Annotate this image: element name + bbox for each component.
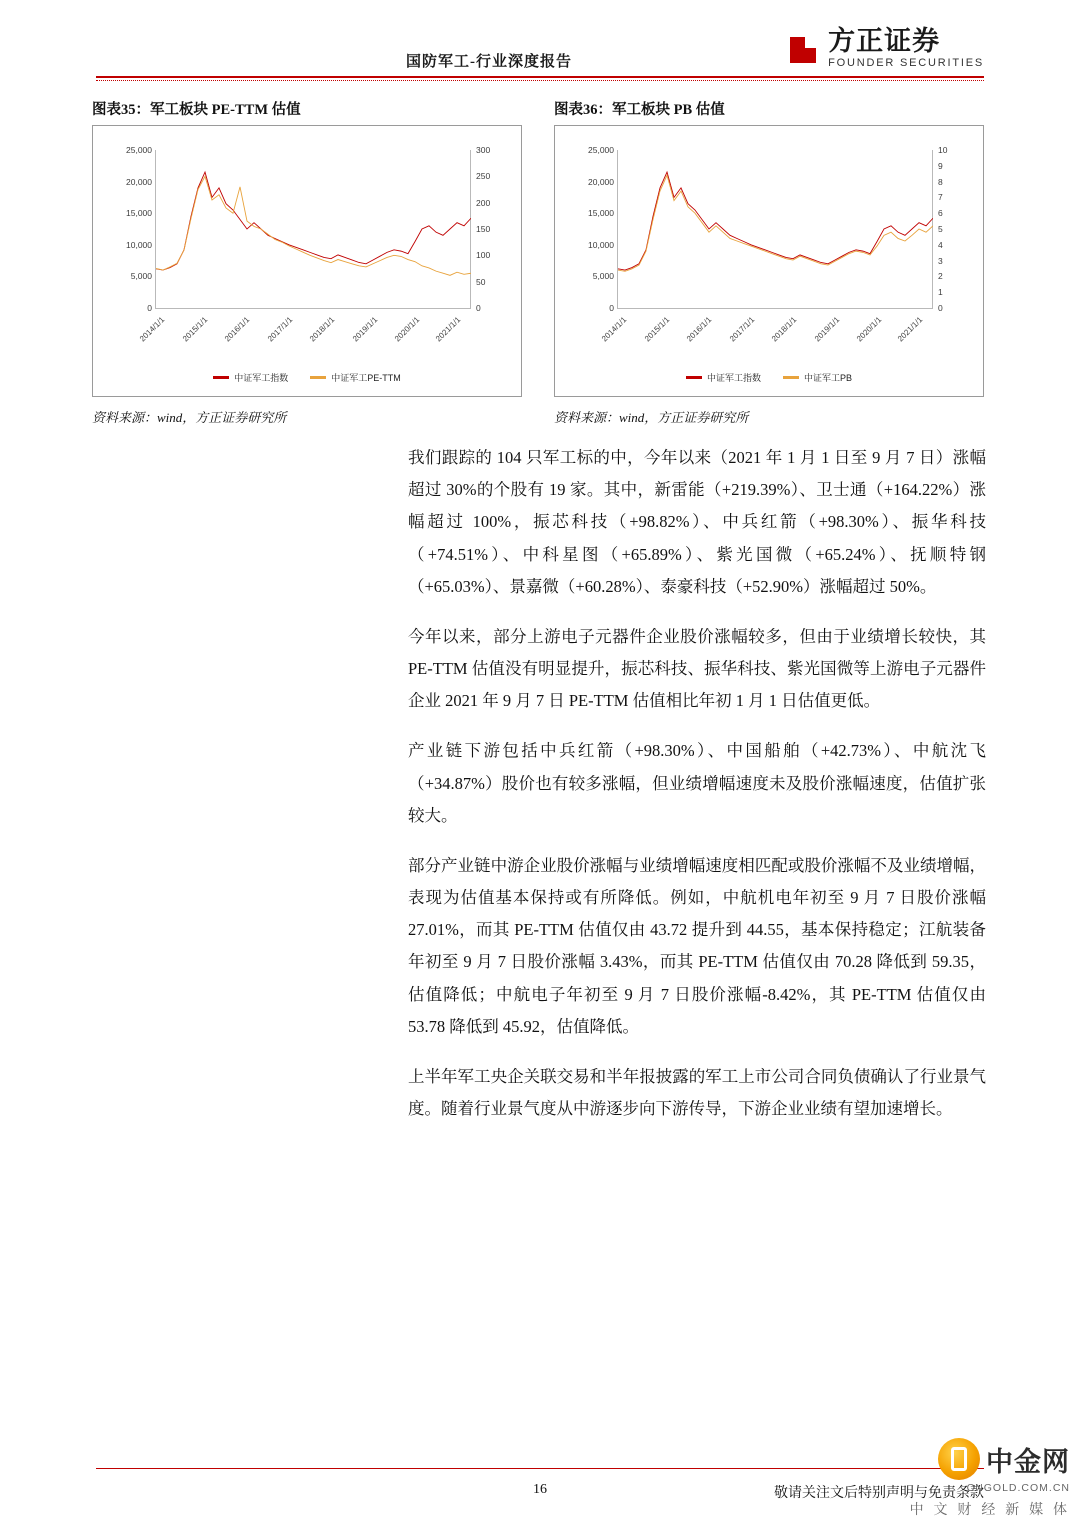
chart-36-xtick: 2016/1/1 xyxy=(685,315,714,344)
chart-35-xtick: 2020/1/1 xyxy=(393,315,422,344)
chart-35-ytick-right: 250 xyxy=(476,171,491,182)
chart-36-ytick-right: 1 xyxy=(938,287,943,298)
chart-36-xtick: 2017/1/1 xyxy=(727,315,757,344)
chart-35-xtick: 2016/1/1 xyxy=(223,315,252,344)
chart-36-xtick: 2014/1/1 xyxy=(600,315,629,344)
footer-divider xyxy=(96,1468,984,1469)
paragraph: 产业链下游包括中兵红箭（+98.30%）、中国船舶（+42.73%）、中航沈飞（+34.87%）股价也有较多涨幅，但业绩增幅速度未及股价涨幅速度，估值扩张较大。 xyxy=(408,741,986,825)
chart-36-ytick: 20,000 xyxy=(588,176,614,187)
legend-item xyxy=(310,371,401,384)
chart-36-plot-area xyxy=(588,145,948,344)
chart-35-ytick-right: 100 xyxy=(476,250,491,261)
figure-36-chart xyxy=(554,125,984,397)
chart-36-xtick: 2018/1/1 xyxy=(770,315,799,344)
watermark-tagline: 中 文 财 经 新 媒 体 xyxy=(909,1501,1070,1517)
legend-label: 中证军工指数 xyxy=(234,373,289,383)
chart-35-ytick: 0 xyxy=(147,303,152,313)
figure-36-caption: 图表36：军工板块 PB 估值 xyxy=(554,102,725,118)
watermark-site-name: 中金网 xyxy=(986,1446,1070,1477)
chart-35-legend xyxy=(93,371,521,384)
chart-35-xtick: 2015/1/1 xyxy=(180,315,210,344)
legend-item xyxy=(213,371,288,384)
figure-35-chart xyxy=(92,125,522,397)
chart-35-ytick-right: 150 xyxy=(476,224,491,234)
chart-35-ytick-right: 200 xyxy=(476,197,491,208)
figure-35-caption: 图表35：军工板块 PE-TTM 估值 xyxy=(92,102,301,118)
figure-35 xyxy=(92,98,522,426)
chart-36-legend xyxy=(555,371,983,384)
chart-36-ytick: 25,000 xyxy=(588,145,614,155)
report-header-title: 国防军工-行业深度报告 xyxy=(406,54,572,70)
paragraph: 我们跟踪的 104 只军工标的中，今年以来（2021 年 1 月 1 日至 9 月 7 日）涨幅超过 30%的个股有 19 家。其中，新雷能（+219.39%）、卫士通（+164.22%）涨幅超过 100%，振芯科技（+98.82%）、中兵红箭（+98.30%）、振华科技（+74.51%）、中科星图（+65.89%）、紫光国微（+65.24%）、抚顺特钢（+65.03%）、景嘉微（+60.28%）、泰豪科技（+52.90%）涨幅超过 50%。 xyxy=(408,448,986,596)
founder-logo-icon xyxy=(790,35,820,65)
chart-36-ytick-right: 0 xyxy=(938,303,943,313)
chart-35-ytick: 25,000 xyxy=(126,145,152,155)
chart-36-ytick: 0 xyxy=(609,303,614,313)
figure-36-source: 资料来源：wind，方正证券研究所 xyxy=(554,410,749,425)
chart-35-ytick-right: 0 xyxy=(476,303,481,313)
brand-logo xyxy=(790,28,984,69)
chart-36-ytick-right: 9 xyxy=(938,160,943,171)
chart-35-ytick: 10,000 xyxy=(126,239,152,250)
chart-36-ytick-right: 8 xyxy=(938,176,943,187)
chart-36-ytick-right: 4 xyxy=(938,239,943,250)
chart-35-xtick: 2014/1/1 xyxy=(138,315,167,344)
page-number: 16 xyxy=(533,1482,547,1497)
chart-36-ytick-right: 3 xyxy=(938,255,943,266)
watermark xyxy=(860,1438,1070,1519)
watermark-logo-icon xyxy=(938,1438,980,1480)
chart-36-ytick: 5,000 xyxy=(592,271,614,282)
chart-36-xtick: 2020/1/1 xyxy=(855,315,884,344)
figure-36 xyxy=(554,98,984,426)
chart-35-series xyxy=(156,150,471,308)
paragraph: 今年以来，部分上游电子元器件企业股价涨幅较多，但由于业绩增长较快，其 PE-TTM 估值没有明显提升，振芯科技、振华科技、紫光国微等上游电子元器件企业 2021 年 9 月 7 日 PE-TTM 估值相比年初 1 月 1 日估值更低。 xyxy=(408,626,986,711)
chart-35-xtick: 2021/1/1 xyxy=(434,315,463,344)
chart-36-ytick-right: 2 xyxy=(938,271,943,282)
legend-label: 中证军工PB xyxy=(804,373,853,383)
chart-35-ytick-right: 50 xyxy=(476,276,486,287)
body-text-column xyxy=(408,442,986,1143)
chart-36-series xyxy=(618,150,933,308)
chart-35-ytick: 15,000 xyxy=(126,208,152,219)
figure-35-source: 资料来源：wind，方正证券研究所 xyxy=(92,410,287,425)
chart-36-xtick: 2021/1/1 xyxy=(896,315,925,344)
footer-disclaimer: 敬请关注文后特别声明与免责条款 xyxy=(774,1486,984,1501)
chart-35-ytick: 5,000 xyxy=(130,271,152,282)
chart-36-ytick-right: 10 xyxy=(938,145,948,155)
paragraph: 上半年军工央企关联交易和半年报披露的军工上市公司合同负债确认了行业景气度。随着行业景气度从中游逐步向下游传导，下游企业业绩有望加速增长。 xyxy=(408,1066,986,1119)
legend-label: 中证军工指数 xyxy=(706,373,761,383)
brand-name-cn: 方正证券 xyxy=(828,26,941,56)
watermark-url: CNGOLD.COM.CN xyxy=(966,1482,1070,1494)
chart-35-plot-area xyxy=(126,145,491,344)
chart-36-ytick-right: 6 xyxy=(938,208,943,219)
chart-35-xtick: 2017/1/1 xyxy=(265,315,295,344)
chart-36-ytick-right: 5 xyxy=(938,224,943,234)
legend-label: 中证军工PE-TTM xyxy=(331,373,401,383)
legend-item xyxy=(783,371,852,384)
chart-35-ytick: 20,000 xyxy=(126,176,152,187)
brand-name-en: FOUNDER SECURITIES xyxy=(828,57,984,69)
header-divider xyxy=(96,76,984,78)
chart-36-ytick: 10,000 xyxy=(588,239,614,250)
chart-36-xtick: 2019/1/1 xyxy=(812,315,842,344)
paragraph: 部分产业链中游企业股价涨幅与业绩增幅速度相匹配或股价涨幅不及业绩增幅，表现为估值基本保持或有所降低。例如，中航机电年初至 9 月 7 日股价涨幅 27.01%，而其 PE-TTM 估值仅由 43.72 提升到 44.55，基本保持稳定；江航装备年初至 9 月 7 日股价涨幅 3.43%，而其 PE-TTM 估值仅由 70.28 降低到 59.35，估值降低；中航电子年初至 9 月 7 日股价涨幅-8.42%，其 PE-TTM 估值仅由 53.78 降低到 45.92，估值降低。 xyxy=(408,855,986,1036)
chart-36-ytick: 15,000 xyxy=(588,208,614,219)
chart-36-xtick: 2015/1/1 xyxy=(642,315,672,344)
chart-35-xtick: 2018/1/1 xyxy=(308,315,337,344)
chart-35-xtick: 2019/1/1 xyxy=(350,315,380,344)
header-divider-dotted xyxy=(96,80,984,81)
chart-36-ytick-right: 7 xyxy=(938,192,943,203)
chart-35-ytick-right: 300 xyxy=(476,145,491,155)
legend-item xyxy=(686,371,761,384)
